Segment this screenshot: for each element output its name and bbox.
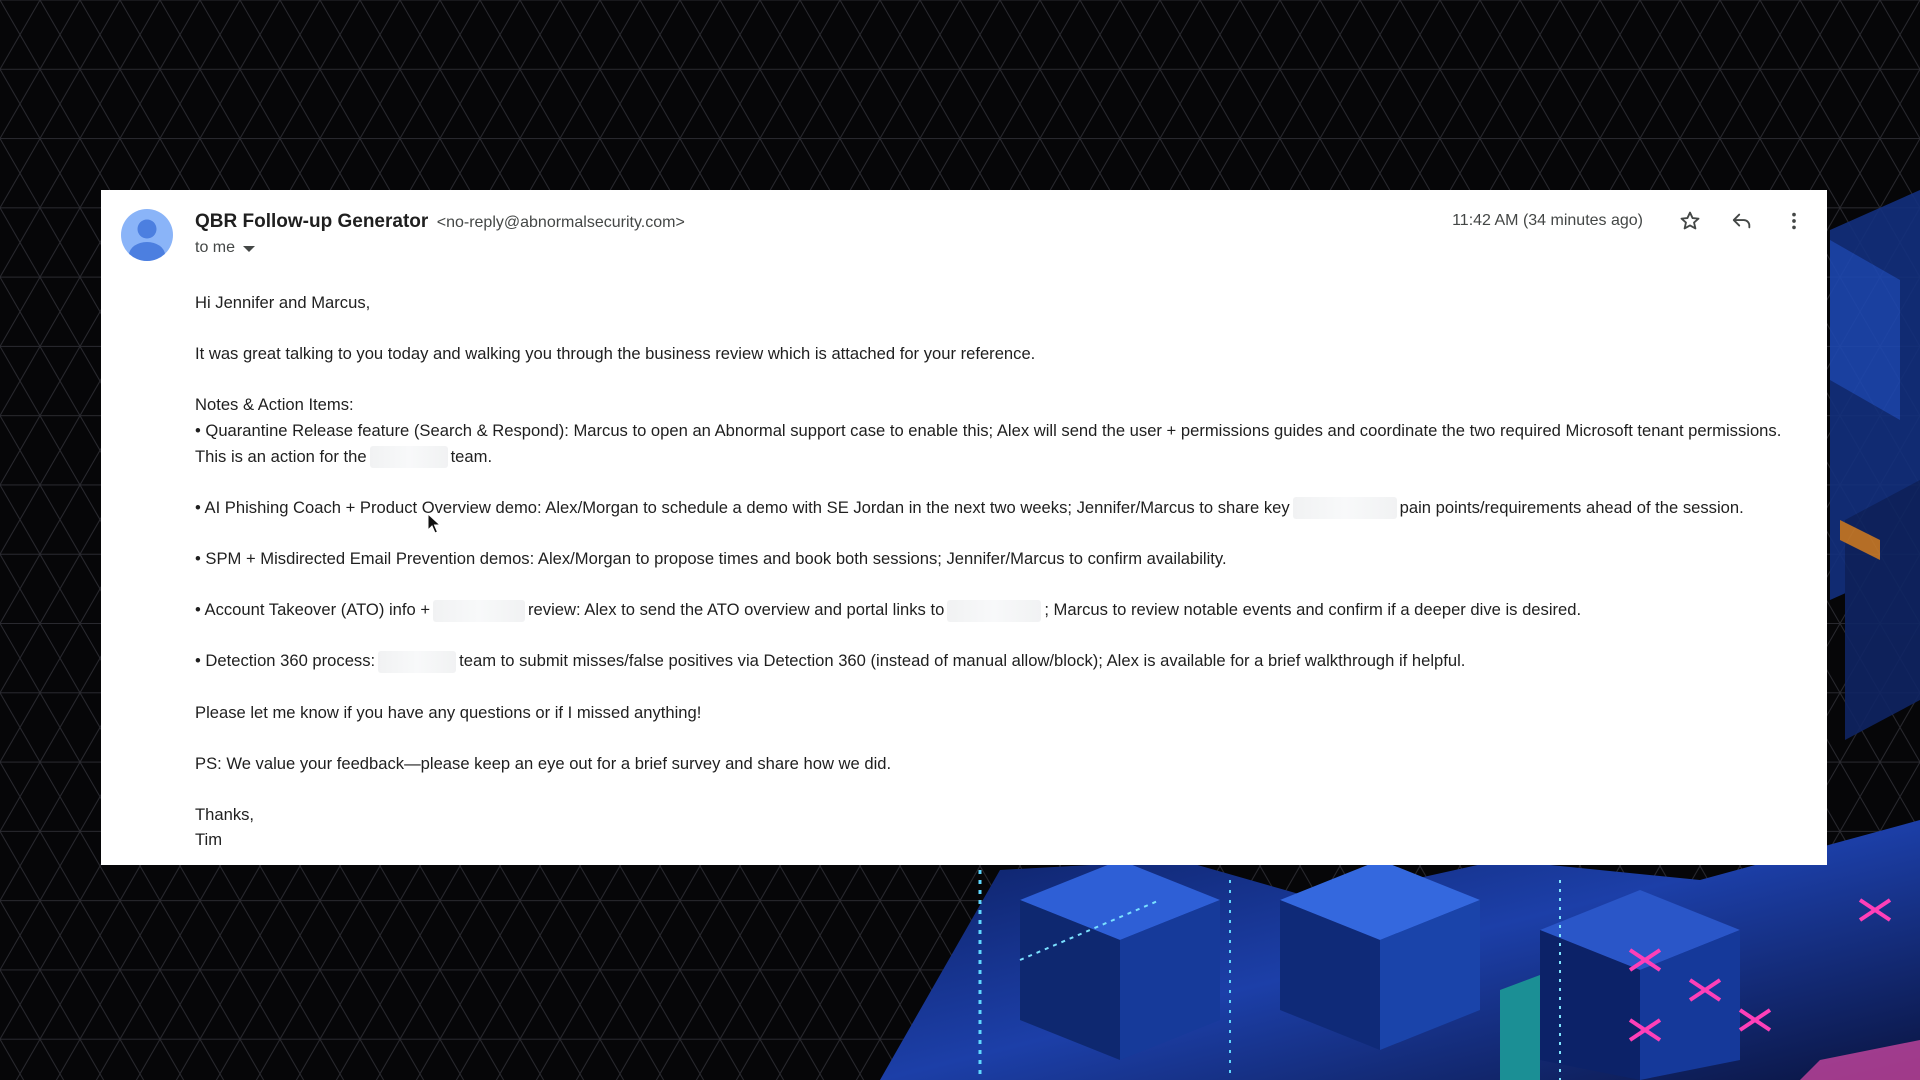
intro-paragraph: It was great talking to you today and walking you through the business review which is attached for your reference. bbox=[195, 344, 1036, 364]
sender-avatar[interactable] bbox=[121, 209, 173, 261]
closing-question: Please let me know if you have any questions or if I missed anything! bbox=[195, 702, 702, 722]
reply-button[interactable] bbox=[1727, 206, 1757, 236]
ps-paragraph: PS: We value your feedback—please keep an eye out for a brief survey and share how we did. bbox=[195, 753, 892, 773]
email-message bbox=[101, 190, 1827, 865]
action-item-quarantine bbox=[195, 418, 1815, 469]
sender-name[interactable]: QBR Follow-up Generator bbox=[195, 211, 429, 232]
action-item-spm: • SPM + Misdirected Email Prevention demos: Alex/Morgan to propose times and book both sessions; Jennifer/Marcus to confirm availability. bbox=[195, 548, 1227, 568]
redacted-text bbox=[1293, 497, 1397, 519]
redacted-text bbox=[378, 651, 456, 673]
sender-line bbox=[195, 211, 685, 233]
redacted-text bbox=[947, 600, 1041, 622]
message-timestamp: 11:42 AM (34 minutes ago) bbox=[1452, 212, 1643, 229]
caret-down-icon bbox=[243, 246, 255, 252]
reply-icon bbox=[1731, 210, 1753, 232]
action-item-text: ; Marcus to review notable events and confirm if a deeper dive is desired. bbox=[1044, 600, 1582, 620]
action-item-text: review: Alex to send the ATO overview and portal links to bbox=[528, 600, 945, 620]
notes-heading: Notes & Action Items: bbox=[195, 395, 354, 415]
mouse-cursor-icon bbox=[427, 513, 441, 535]
redacted-text bbox=[370, 446, 448, 468]
email-body bbox=[195, 290, 1815, 853]
recipient-toggle[interactable] bbox=[195, 239, 255, 257]
action-item-text: pain points/requirements ahead of the session. bbox=[1399, 497, 1744, 517]
action-item-text: team. bbox=[450, 446, 493, 466]
star-button[interactable] bbox=[1675, 206, 1705, 236]
star-icon bbox=[1679, 210, 1701, 232]
action-item-text: • Quarantine Release feature (Search & Respond): Marcus to open an Abnormal support case to enable this; Alex will send the user + permissions guides and coordinate the two required Microsoft tenant permissions. This is an action for the bbox=[195, 420, 1782, 466]
signature: Tim bbox=[195, 830, 223, 850]
signoff: Thanks, bbox=[195, 804, 255, 824]
more-vert-icon bbox=[1783, 210, 1805, 232]
redacted-text bbox=[433, 600, 525, 622]
action-item-text: • Account Takeover (ATO) info + bbox=[195, 600, 431, 620]
action-item-text: team to submit misses/false positives via Detection 360 (instead of manual allow/block); Alex is available for a brief walkthrough if helpful. bbox=[459, 651, 1466, 671]
action-item-ato bbox=[195, 597, 1815, 623]
action-item-text: • AI Phishing Coach + Product Overview demo: Alex/Morgan to schedule a demo with SE Jordan in the next two weeks; Jennifer/Marcus to share key bbox=[195, 497, 1290, 517]
action-item-text: • Detection 360 process: bbox=[195, 651, 376, 671]
sender-email: <no-reply@abnormalsecurity.com> bbox=[436, 214, 685, 231]
action-item-detection bbox=[195, 648, 1815, 674]
more-options-button[interactable] bbox=[1779, 206, 1809, 236]
recipient-label: to me bbox=[195, 239, 236, 256]
person-avatar-icon bbox=[121, 209, 173, 261]
greeting: Hi Jennifer and Marcus, bbox=[195, 293, 371, 312]
